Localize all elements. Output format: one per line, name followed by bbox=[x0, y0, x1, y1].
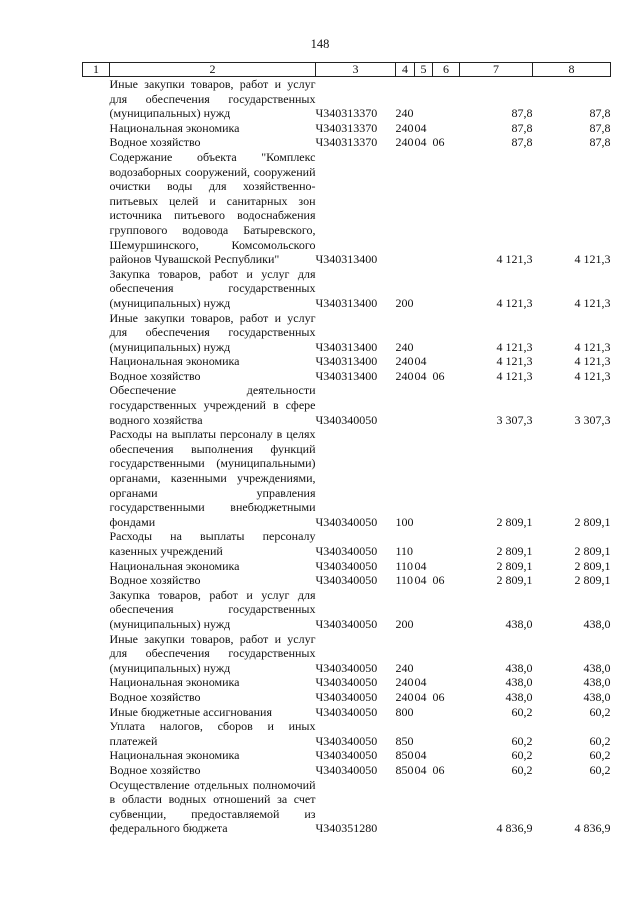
amount-year1-cell: 4 121,3 bbox=[496, 252, 533, 267]
budget-table bbox=[82, 62, 611, 836]
amount-year2-cell: 4 121,3 bbox=[574, 339, 611, 354]
subsection-cell bbox=[433, 705, 460, 720]
section-cell bbox=[415, 427, 433, 529]
subsection-cell bbox=[433, 719, 460, 748]
table-row bbox=[83, 559, 611, 574]
expense-type-cell: 240 bbox=[395, 660, 414, 675]
amount-year2-cell: 4 121,3 bbox=[574, 295, 611, 310]
expense-type-cell: 200 bbox=[395, 295, 414, 310]
target-code-cell: Ч340340050 bbox=[315, 573, 378, 588]
amount-year1-cell: 4 121,3 bbox=[496, 354, 533, 369]
item-name-cell: Водное хозяйство bbox=[109, 762, 201, 777]
table-row bbox=[83, 573, 611, 588]
item-name-cell: Закупка товаров, работ и услуг для обеспечения государственных (муниципальных) нужд bbox=[109, 266, 316, 310]
row-number-cell bbox=[83, 311, 110, 355]
section-cell: 04 bbox=[414, 573, 427, 588]
section-cell: 04 bbox=[414, 354, 427, 369]
item-name-cell: Закупка товаров, работ и услуг для обеспечения государственных (муниципальных) нужд bbox=[109, 587, 316, 631]
expense-type-cell: 110 bbox=[395, 558, 414, 573]
amount-year1-cell: 60,2 bbox=[511, 704, 533, 719]
amount-year2-cell: 2 809,1 bbox=[574, 573, 611, 588]
amount-year1-cell: 438,0 bbox=[505, 660, 533, 675]
amount-year1-cell: 2 809,1 bbox=[496, 558, 533, 573]
item-name-cell: Национальная экономика bbox=[109, 354, 240, 369]
item-name-cell: Водное хозяйство bbox=[109, 135, 201, 150]
target-code-cell: Ч340313400 bbox=[315, 339, 378, 354]
item-name-cell: Уплата налогов, сборов и иных платежей bbox=[109, 719, 316, 748]
expense-type-cell: 240 bbox=[395, 368, 414, 383]
page-number: 148 bbox=[310, 37, 330, 51]
row-number-cell bbox=[83, 427, 110, 529]
expense-type-cell: 850 bbox=[395, 762, 414, 777]
amount-year1-cell: 4 836,9 bbox=[496, 821, 533, 836]
amount-year2-cell: 2 809,1 bbox=[574, 514, 611, 529]
amount-year2-cell: 87,8 bbox=[589, 135, 611, 150]
amount-year2-cell: 60,2 bbox=[589, 748, 611, 763]
row-number-cell bbox=[83, 705, 110, 720]
amount-year2-cell: 2 809,1 bbox=[574, 558, 611, 573]
target-code-cell: Ч340313400 bbox=[315, 252, 378, 267]
amount-year2-cell: 438,0 bbox=[583, 675, 611, 690]
table-row bbox=[83, 383, 611, 427]
table-row bbox=[83, 632, 611, 676]
row-number-cell bbox=[83, 559, 110, 574]
item-name-cell: Обеспечение деятельности государственных учреждений в сфере водного хозяйства bbox=[109, 383, 316, 427]
expense-type-cell: 200 bbox=[395, 616, 414, 631]
section-cell bbox=[415, 588, 433, 632]
row-number-cell bbox=[83, 763, 110, 778]
section-cell: 04 bbox=[414, 120, 427, 135]
item-name-cell: Национальная экономика bbox=[109, 120, 240, 135]
expense-type-cell: 100 bbox=[395, 514, 414, 529]
amount-year2-cell: 87,8 bbox=[589, 106, 611, 121]
target-code-cell: Ч340313370 bbox=[315, 135, 378, 150]
item-name-cell: Расходы на выплаты персоналу казенных учреждений bbox=[109, 529, 316, 558]
target-code-cell: Ч340340050 bbox=[315, 514, 378, 529]
subsection-cell bbox=[433, 121, 460, 136]
amount-year2-cell: 438,0 bbox=[583, 660, 611, 675]
target-code-cell: Ч340340050 bbox=[315, 412, 378, 427]
subsection-cell bbox=[433, 559, 460, 574]
item-name-cell: Национальная экономика bbox=[109, 558, 240, 573]
section-cell: 04 bbox=[414, 135, 427, 150]
amount-year1-cell: 4 121,3 bbox=[496, 368, 533, 383]
expense-type-cell bbox=[396, 150, 415, 267]
amount-year1-cell: 60,2 bbox=[511, 733, 533, 748]
expense-type-cell: 240 bbox=[395, 135, 414, 150]
table-row bbox=[83, 588, 611, 632]
amount-year1-cell: 87,8 bbox=[511, 120, 533, 135]
table-row bbox=[83, 135, 611, 150]
item-name-cell: Национальная экономика bbox=[109, 675, 240, 690]
subsection-cell: 06 bbox=[432, 573, 445, 588]
row-number-cell bbox=[83, 748, 110, 763]
amount-year1-cell: 2 809,1 bbox=[496, 544, 533, 558]
expense-type-cell: 110 bbox=[395, 573, 414, 588]
subsection-cell bbox=[433, 383, 460, 427]
col-header-8: 8 bbox=[533, 63, 611, 77]
amount-year2-cell: 438,0 bbox=[583, 689, 611, 704]
expense-type-cell bbox=[396, 778, 415, 836]
expense-type-cell: 240 bbox=[395, 106, 414, 121]
table-row bbox=[83, 763, 611, 778]
amount-year1-cell: 4 121,3 bbox=[496, 295, 533, 310]
amount-year1-cell: 60,2 bbox=[511, 762, 533, 777]
item-name-cell: Содержание объекта "Комплекс водозаборных сооружений, сооружений очистки воды для хозяйственно-питьевых целей и санитарных зон источника питьевого водоснабжения группового водовода Батыревского, Шемуршинского, Комсомольского районов Чувашской Республики" bbox=[109, 149, 316, 267]
row-number-cell bbox=[83, 778, 110, 836]
target-code-cell: Ч340340050 bbox=[315, 558, 378, 573]
amount-year1-cell: 87,8 bbox=[511, 106, 533, 121]
table-row bbox=[83, 690, 611, 705]
section-cell bbox=[415, 267, 433, 311]
target-code-cell: Ч340313400 bbox=[315, 368, 378, 383]
amount-year1-cell: 438,0 bbox=[505, 675, 533, 690]
row-number-cell bbox=[83, 573, 110, 588]
table-row bbox=[83, 778, 611, 836]
row-number-cell bbox=[83, 369, 110, 384]
expense-type-cell: 240 bbox=[395, 354, 414, 369]
item-name-cell: Расходы на выплаты персоналу в целях обеспечения выполнения функций государственными (муниципальными) органами, казенными учреждениями, органами управления государственными внебюджетными фондами bbox=[109, 427, 316, 529]
col-header-2: 2 bbox=[110, 63, 316, 77]
item-name-cell: Иные закупки товаров, работ и услуг для обеспечения государственных (муниципальных) нужд bbox=[109, 77, 316, 121]
table-row bbox=[83, 675, 611, 690]
table-row bbox=[83, 311, 611, 355]
section-cell bbox=[415, 632, 433, 676]
target-code-cell: Ч340340050 bbox=[315, 616, 378, 631]
amount-year2-cell: 4 121,3 bbox=[574, 368, 611, 383]
target-code-cell: Ч340340050 bbox=[315, 704, 378, 719]
row-number-cell bbox=[83, 690, 110, 705]
subsection-cell bbox=[433, 311, 460, 355]
subsection-cell bbox=[433, 778, 460, 836]
amount-year2-cell: 4 121,3 bbox=[574, 354, 611, 369]
subsection-cell bbox=[433, 748, 460, 763]
row-number-cell bbox=[83, 135, 110, 150]
item-name-cell: Иные закупки товаров, работ и услуг для обеспечения государственных (муниципальных) нужд bbox=[109, 310, 316, 354]
col-header-6: 6 bbox=[433, 63, 460, 77]
section-cell bbox=[415, 383, 433, 427]
item-name-cell: Водное хозяйство bbox=[109, 689, 201, 704]
target-code-cell: Ч340340050 bbox=[315, 733, 378, 748]
subsection-cell bbox=[433, 354, 460, 369]
table-row bbox=[83, 427, 611, 529]
table-row bbox=[83, 121, 611, 136]
section-cell: 04 bbox=[414, 368, 427, 383]
col-header-1: 1 bbox=[83, 63, 110, 77]
amount-year2-cell: 438,0 bbox=[583, 616, 611, 631]
expense-type-cell: 110 bbox=[395, 544, 414, 558]
row-number-cell bbox=[83, 632, 110, 676]
amount-year2-cell: 3 307,3 bbox=[574, 412, 611, 427]
section-cell: 04 bbox=[414, 748, 427, 763]
section-cell bbox=[415, 778, 433, 836]
col-header-3: 3 bbox=[316, 63, 396, 77]
section-cell: 04 bbox=[414, 689, 427, 704]
col-header-5: 5 bbox=[415, 63, 433, 77]
row-number-cell bbox=[83, 529, 110, 558]
item-name-cell: Водное хозяйство bbox=[109, 368, 201, 383]
item-name-cell: Водное хозяйство bbox=[109, 573, 201, 588]
expense-type-cell: 240 bbox=[395, 339, 414, 354]
amount-year2-cell: 60,2 bbox=[589, 733, 611, 748]
section-cell: 04 bbox=[414, 675, 427, 690]
table-row bbox=[83, 748, 611, 763]
section-cell bbox=[415, 150, 433, 267]
amount-year2-cell: 87,8 bbox=[589, 120, 611, 135]
table-row bbox=[83, 705, 611, 720]
subsection-cell: 06 bbox=[432, 689, 445, 704]
row-number-cell bbox=[83, 383, 110, 427]
target-code-cell: Ч340340050 bbox=[315, 748, 378, 763]
expense-type-cell: 850 bbox=[395, 748, 414, 763]
item-name-cell: Иные закупки товаров, работ и услуг для обеспечения государственных (муниципальных) нужд bbox=[109, 631, 316, 675]
expense-type-cell: 850 bbox=[395, 733, 414, 748]
amount-year1-cell: 2 809,1 bbox=[496, 514, 533, 529]
target-code-cell: Ч340313370 bbox=[315, 120, 378, 135]
row-number-cell bbox=[83, 77, 110, 121]
subsection-cell bbox=[433, 675, 460, 690]
target-code-cell: Ч340340050 bbox=[315, 660, 378, 675]
table-row bbox=[83, 77, 611, 121]
subsection-cell: 06 bbox=[432, 368, 445, 383]
row-number-cell bbox=[83, 675, 110, 690]
section-cell: 04 bbox=[414, 762, 427, 777]
expense-type-cell bbox=[396, 383, 415, 427]
row-number-cell bbox=[83, 267, 110, 311]
subsection-cell bbox=[433, 632, 460, 676]
target-code-cell: Ч340340050 bbox=[315, 544, 378, 558]
table-row bbox=[83, 354, 611, 369]
table-row bbox=[83, 150, 611, 267]
amount-year2-cell: 2 809,1 bbox=[574, 544, 611, 558]
amount-year1-cell: 2 809,1 bbox=[496, 573, 533, 588]
section-cell bbox=[415, 719, 433, 748]
target-code-cell: Ч340351280 bbox=[315, 821, 378, 836]
expense-type-cell: 240 bbox=[395, 689, 414, 704]
subsection-cell: 06 bbox=[432, 762, 445, 777]
subsection-cell bbox=[433, 267, 460, 311]
amount-year2-cell: 4 121,3 bbox=[574, 252, 611, 267]
target-code-cell: Ч340340050 bbox=[315, 762, 378, 777]
row-number-cell bbox=[83, 150, 110, 267]
target-code-cell: Ч340340050 bbox=[315, 675, 378, 690]
target-code-cell: Ч340313400 bbox=[315, 295, 378, 310]
header-row bbox=[83, 63, 611, 77]
amount-year1-cell: 438,0 bbox=[505, 689, 533, 704]
row-number-cell bbox=[83, 354, 110, 369]
table-body bbox=[83, 77, 611, 836]
row-number-cell bbox=[83, 121, 110, 136]
amount-year1-cell: 4 121,3 bbox=[496, 339, 533, 354]
section-cell bbox=[415, 705, 433, 720]
expense-type-cell: 240 bbox=[395, 120, 414, 135]
table-row bbox=[83, 369, 611, 384]
item-name-cell: Национальная экономика bbox=[109, 748, 240, 763]
amount-year2-cell: 60,2 bbox=[589, 762, 611, 777]
amount-year2-cell: 60,2 bbox=[589, 704, 611, 719]
subsection-cell bbox=[433, 529, 460, 558]
amount-year2-cell: 4 836,9 bbox=[574, 821, 611, 836]
row-number-cell bbox=[83, 588, 110, 632]
subsection-cell bbox=[433, 77, 460, 121]
amount-year1-cell: 438,0 bbox=[505, 616, 533, 631]
subsection-cell: 06 bbox=[432, 135, 445, 150]
section-cell bbox=[415, 77, 433, 121]
table-row bbox=[83, 719, 611, 748]
table-row bbox=[83, 267, 611, 311]
subsection-cell bbox=[433, 427, 460, 529]
expense-type-cell: 240 bbox=[395, 675, 414, 690]
target-code-cell: Ч340340050 bbox=[315, 689, 378, 704]
row-number-cell bbox=[83, 719, 110, 748]
amount-year1-cell: 3 307,3 bbox=[496, 412, 533, 427]
subsection-cell bbox=[433, 588, 460, 632]
col-header-7: 7 bbox=[460, 63, 533, 77]
item-name-cell: Иные бюджетные ассигнования bbox=[109, 704, 272, 719]
col-header-4: 4 bbox=[396, 63, 415, 77]
target-code-cell: Ч340313370 bbox=[315, 106, 378, 121]
section-cell bbox=[415, 529, 433, 558]
expense-type-cell: 800 bbox=[395, 704, 414, 719]
table-row bbox=[83, 529, 611, 558]
item-name-cell: Осуществление отдельных полномочий в области водных отношений за счет субвенции, предоставляемой из федерального бюджета bbox=[109, 777, 316, 836]
amount-year1-cell: 87,8 bbox=[511, 135, 533, 150]
section-cell: 04 bbox=[414, 558, 427, 573]
subsection-cell bbox=[433, 150, 460, 267]
amount-year1-cell: 60,2 bbox=[511, 748, 533, 763]
target-code-cell: Ч340313400 bbox=[315, 354, 378, 369]
section-cell bbox=[415, 311, 433, 355]
